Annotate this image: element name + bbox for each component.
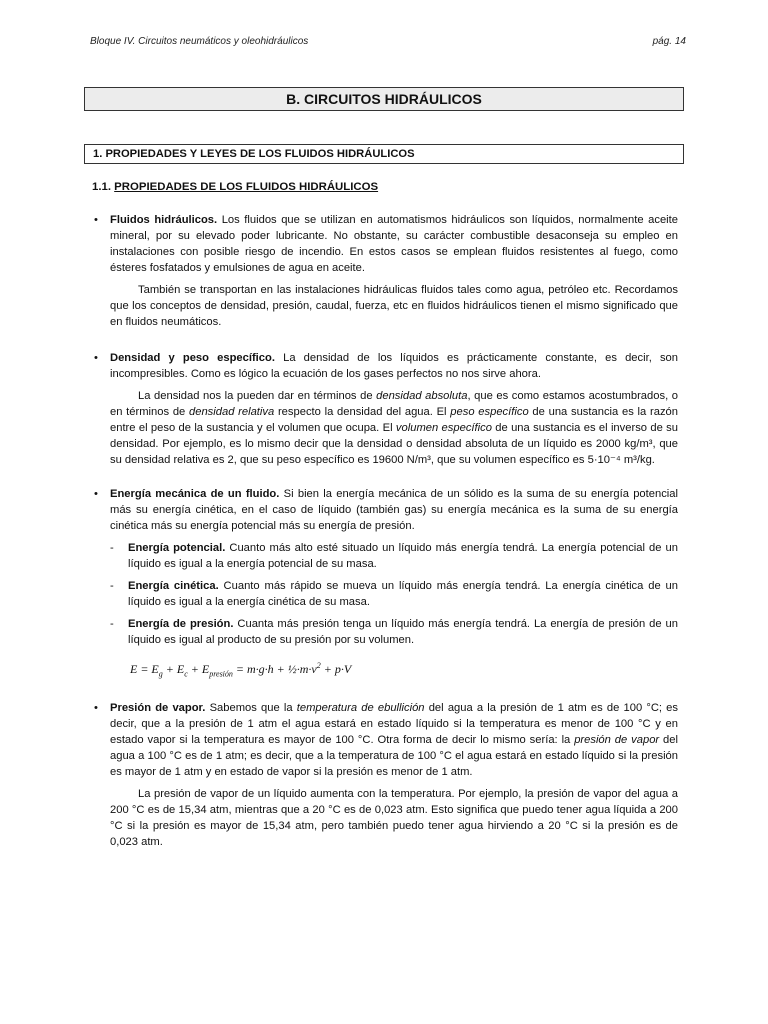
dash-icon: - [110, 580, 114, 592]
text-run: Sabemos que la [205, 702, 297, 714]
formula-part: + E [187, 662, 210, 676]
formula-part: + E [162, 662, 185, 676]
page-number: pág. 14 [652, 36, 686, 47]
formula-sub: g [158, 669, 163, 679]
paragraph-densidad [92, 388, 678, 468]
bullet-term: Presión de vapor. [110, 702, 206, 714]
italic-term: densidad relativa [189, 406, 275, 418]
dash-term: Energía cinética. [128, 580, 219, 592]
subsection-heading [92, 181, 378, 193]
bullet-icon: • [94, 488, 98, 500]
section-heading: 1. PROPIEDADES Y LEYES DE LOS FLUIDOS HIDRÁULICOS [84, 144, 684, 164]
text-run: de una sustancia es la razón entre el peso de la sustancia y el volumen que ocupa. El [110, 406, 678, 434]
subsection-number: 1.1. [92, 181, 115, 193]
bullet-densidad [92, 350, 678, 382]
dash-icon: - [110, 542, 114, 554]
bullet-fluidos [92, 212, 678, 276]
formula-part: = m·g·h + ½·m·v [232, 662, 317, 676]
header-left: Bloque IV. Circuitos neumáticos y oleohidráulicos [90, 36, 309, 47]
dash-text: Cuanto más rápido se mueva un líquido más energía tendrá. La energía cinética de un líquido es igual a la energía cinética de su masa. [128, 580, 678, 608]
formula-part: E = E [130, 662, 159, 676]
text-run: de una sustancia es el inverso de su densidad. Por ejemplo, es lo mismo decir que la densidad o densidad absoluta de un líquido es 2000 kg/m³, que su densidad relativa es 2, que su peso específico es 19600 N/m³, que su volumen específico es 5·10⁻⁴ m³/kg. [110, 422, 678, 466]
chapter-title: B. CIRCUITOS HIDRÁULICOS [84, 87, 684, 111]
bullet-term: Densidad y peso específico. [110, 352, 275, 364]
bullet-icon: • [94, 702, 98, 714]
subsection-label: PROPIEDADES DE LOS FLUIDOS HIDRÁULICOS [114, 181, 379, 193]
paragraph: La presión de vapor de un líquido aumenta con la temperatura. Por ejemplo, la presión de vapor del agua a 200 °C es de 15,34 atm, mientras que a 20 °C es de 0,023 atm. Esto significa que puedo tener agua líquida a 200 °C si la presión es mayor de 15,34 atm, pero también puedo tener agua hirviendo a 20 °C si la presión es de 0,023 atm. [110, 788, 678, 848]
text-run: La densidad nos la pueden dar en términos de [138, 390, 377, 402]
italic-term: presión de vapor [574, 734, 660, 746]
formula-part: + p·V [320, 662, 352, 676]
bullet-energia [92, 486, 678, 534]
italic-term: temperatura de ebullición [296, 702, 425, 714]
bullet-term: Energía mecánica de un fluido. [110, 488, 280, 500]
dash-icon: - [110, 618, 114, 630]
bullet-icon: • [94, 214, 98, 226]
text-run: del agua a 100 °C es de 1 atm; es decir, que a la temperatura de 100 °C el agua estará en estado líquido si la presión es mayor de 1 atm y en estado de vapor si la presión es menor de 1 atm. [110, 734, 678, 778]
dash-text: Cuanto más alto esté situado un líquido más energía tendrá. La energía potencial de un líquido es igual a la energía potencial de su masa. [128, 542, 678, 570]
bullet-text: Si bien la energía mecánica de un sólido es la suma de su energía potencial más su energía cinética, en el caso de líquido (también gas) su energía mecánica es la suma de su energía cinética más su energía potencial más su energía de presión. [110, 488, 678, 532]
dash-item-presion [92, 616, 678, 648]
text-run: , que es como estamos acostumbrados, o en términos de [110, 390, 678, 418]
dash-item-cinetica [92, 578, 678, 610]
text-run: del agua a la presión de 1 atm es de 100 °C; es decir, que a la presión de 1 atm el agua estará en estado líquido si la temperatura es menor de 100 °C y en estado vapor si la temperatura es mayor de 100 °C. Otra forma de decir lo mismo sería: la [110, 702, 678, 746]
body-content [92, 212, 678, 850]
formula-sub: c [184, 669, 188, 679]
dash-term: Energía potencial. [128, 542, 226, 554]
dash-text: Cuanta más presión tenga un líquido más energía tendrá. La energía de presión de un líquido es igual al producto de su presión por su volumen. [128, 618, 678, 646]
bullet-term: Fluidos hidráulicos. [110, 214, 218, 226]
paragraph: También se transportan en las instalaciones hidráulicas fluidos tales como agua, petróleo etc. Recordamos que los conceptos de densidad, presión, caudal, fuerza, etc en fluidos hidráulicos tienen el mismo significado que en fluidos neumáticos. [110, 284, 678, 328]
italic-term: densidad absoluta [376, 390, 468, 402]
formula-sub: presión [209, 669, 233, 679]
formula-sup: 2 [316, 661, 321, 670]
dash-item-potencial [92, 540, 678, 572]
bullet-presion-vapor [92, 700, 678, 780]
italic-term: peso específico [450, 406, 529, 418]
bullet-text: La densidad de los líquidos es prácticamente constante, es decir, son incompresibles. Como es lógico la ecuación de los gases perfectos no nos sirve ahora. [110, 352, 678, 380]
bullet-text: Los fluidos que se utilizan en automatismos hidráulicos son líquidos, normalmente aceite mineral, por su elevado poder lubricante. No obstante, su carácter combustible desaconseja su empleo en instalaciones con posible riesgo de incendio. En estos casos se emplean fluidos resistentes al fuego, como ésteres fosfatados y emulsiones de agua en aceite. [110, 214, 678, 274]
bullet-icon: • [94, 352, 98, 364]
dash-term: Energía de presión. [128, 618, 234, 630]
italic-term: volumen específico [395, 422, 492, 434]
text-run: respecto la densidad del agua. El [274, 406, 451, 418]
energy-formula [130, 658, 678, 682]
